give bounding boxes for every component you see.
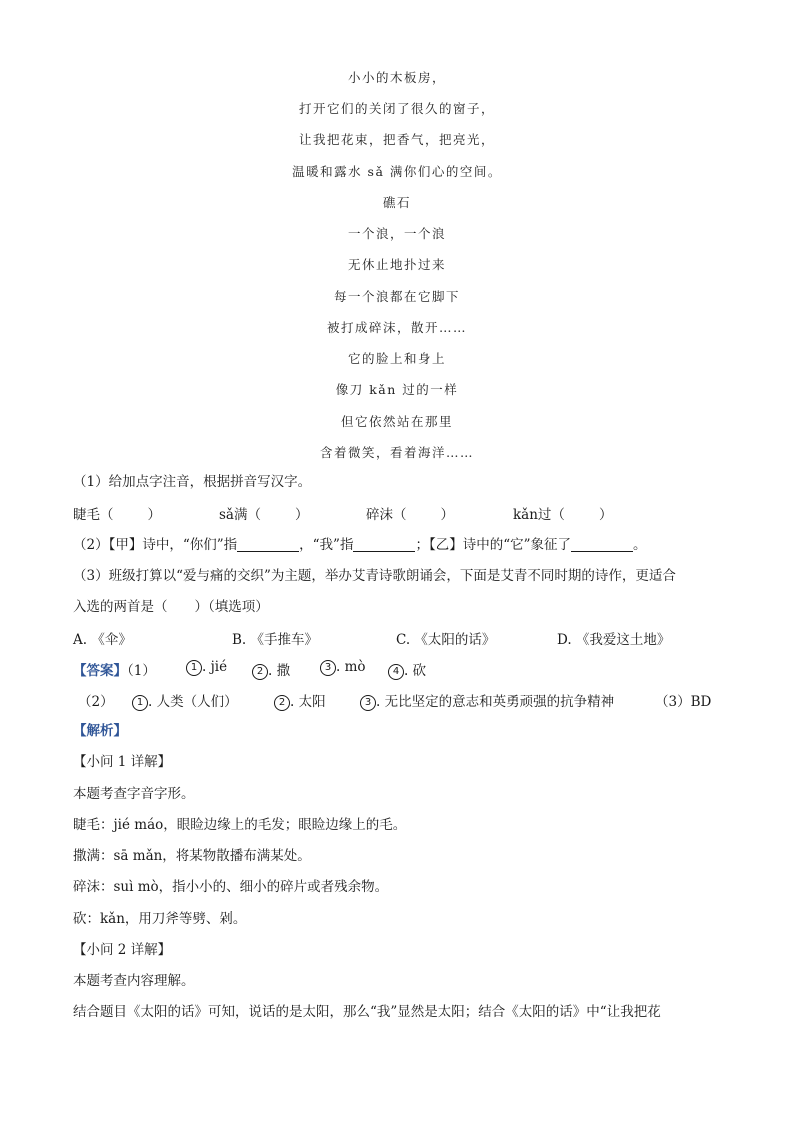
poem-line: 小小的木板房， bbox=[347, 70, 446, 85]
poem-line: 含着微笑，看着海洋…… bbox=[319, 445, 474, 460]
poem-line: 温暖和露水 sǎ 满你们心的空间。 bbox=[292, 164, 502, 179]
answer-label: 【答案】 bbox=[73, 663, 127, 679]
q1-item-jiemao: 睫毛（ ） bbox=[73, 507, 161, 523]
sub-question-2-heading: 【小问 2 详解】 bbox=[73, 942, 172, 958]
q1-item-saman: sǎ满（ ） bbox=[219, 507, 309, 523]
poem-line: 每一个浪都在它脚下 bbox=[333, 289, 460, 304]
poem-line: 无休止地扑过来 bbox=[347, 257, 446, 272]
answer-blank[interactable] bbox=[237, 537, 299, 552]
option-c[interactable]: C. 《太阳的话》 bbox=[396, 632, 496, 648]
sub-question-1-intro: 本题考查字音字形。 bbox=[73, 786, 195, 802]
q1-item-suimo: 碎沫（ ） bbox=[366, 507, 454, 523]
answer-3: （3）BD bbox=[655, 694, 712, 710]
answer-1-item: 4 . 砍 bbox=[388, 659, 426, 680]
poem-line: 像刀 kǎn 过的一样 bbox=[335, 382, 459, 397]
q1-item-kanguo: kǎn过（ ） bbox=[513, 507, 613, 523]
analysis-line: 砍：kǎn，用刀斧等劈、剁。 bbox=[73, 911, 247, 927]
answer-1-item: 2 . 撒 bbox=[252, 659, 290, 680]
analysis-label: 【解析】 bbox=[73, 723, 127, 739]
answer-2-item: 2 . 太阳 bbox=[274, 690, 326, 711]
option-a[interactable]: A. 《伞》 bbox=[73, 632, 132, 648]
answer-2-item: 3 . 无比坚定的意志和英勇顽强的抗争精神 bbox=[360, 690, 614, 711]
poem-line: 但它依然站在那里 bbox=[340, 414, 453, 429]
answer-row-1: 【答案】（1） bbox=[73, 663, 156, 679]
answer-2-item: 1 . 人类（人们） bbox=[132, 690, 238, 711]
question-1-text: （1）给加点字注音，根据拼音写汉字。 bbox=[73, 474, 312, 490]
answer-2-prefix: （2） bbox=[78, 694, 114, 710]
answer-blank[interactable] bbox=[353, 537, 415, 552]
poem-line: 它的脸上和身上 bbox=[347, 351, 446, 366]
sub-question-1-heading: 【小问 1 详解】 bbox=[73, 754, 172, 770]
poem-line: 一个浪，一个浪 bbox=[347, 226, 446, 241]
answer-1-item: 3 . mò bbox=[320, 659, 366, 676]
poem-line: 被打成碎沫，散开…… bbox=[326, 320, 467, 335]
analysis-line: 睫毛：jié máo，眼睑边缘上的毛发；眼睑边缘上的毛。 bbox=[73, 817, 407, 833]
option-d[interactable]: D. 《我爱这土地》 bbox=[557, 632, 671, 648]
option-b[interactable]: B. 《手推车》 bbox=[232, 632, 319, 648]
analysis-line: 碎沫：suì mò，指小小的、细小的碎片或者残余物。 bbox=[73, 879, 389, 895]
answer-blank[interactable] bbox=[571, 537, 633, 552]
analysis-line: 结合题目《太阳的话》可知，说话的是太阳，那么“我”显然是太阳；结合《太阳的话》中“让我把花 bbox=[73, 1004, 661, 1020]
question-3-line-2: 入选的两首是（ ）（填选项） bbox=[73, 599, 269, 615]
poem-line: 让我把花束，把香气，把亮光， bbox=[298, 132, 495, 147]
sub-question-2-intro: 本题考查内容理解。 bbox=[73, 973, 195, 989]
question-3-line-1: （3）班级打算以“爱与痛的交织”为主题，举办艾青诗歌朗诵会，下面是艾青不同时期的诗作，更适合 bbox=[73, 568, 676, 584]
analysis-line: 撒满：sā mǎn，将某物散播布满某处。 bbox=[73, 848, 311, 864]
poem-title: 礁石 bbox=[382, 195, 411, 210]
poem-line: 打开它们的关闭了很久的窗子， bbox=[298, 101, 495, 116]
question-2-text: （2）【甲】诗中，“你们”指 ，“我”指 ；【乙】诗中的“它”象征了 。 bbox=[73, 537, 647, 553]
answer-1-item: 1 . jié bbox=[186, 659, 227, 676]
